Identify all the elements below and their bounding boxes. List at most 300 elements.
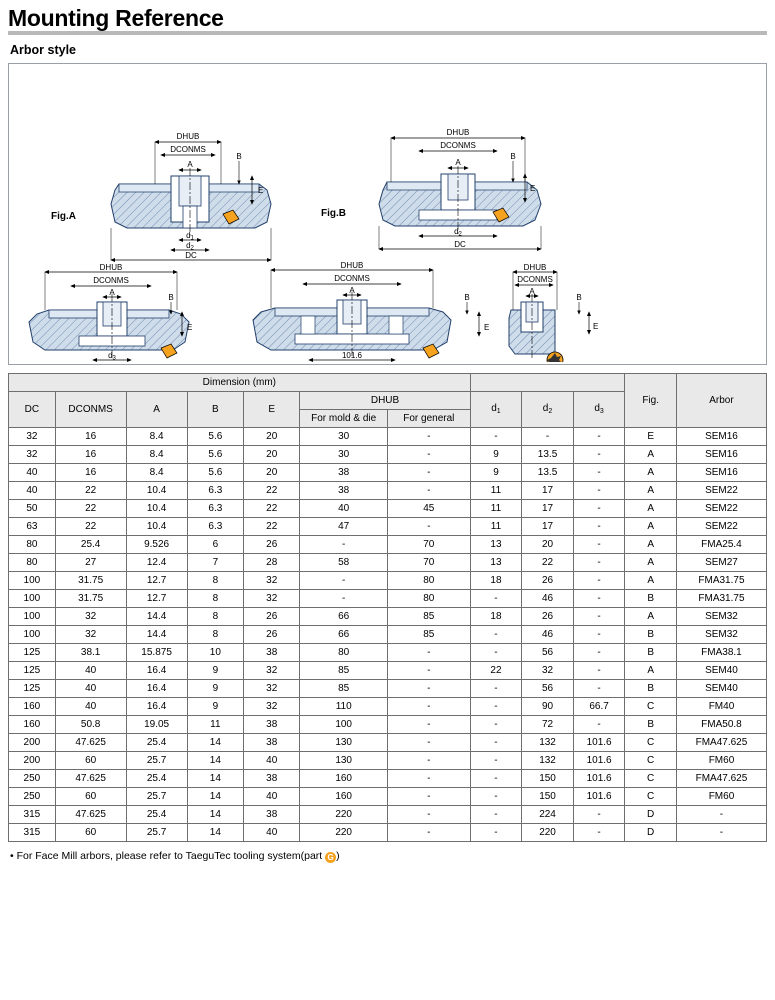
cell-arbor: SEM40 xyxy=(676,680,766,698)
cell-arbor: - xyxy=(676,806,766,824)
svg-text:DCONMS: DCONMS xyxy=(517,275,553,285)
cell-arbor: FMA50.8 xyxy=(676,716,766,734)
cell-b: 10 xyxy=(187,644,243,662)
cell-d1: 11 xyxy=(470,482,522,500)
cell-dhub-mold: 80 xyxy=(300,644,388,662)
header-arbor: Arbor xyxy=(676,374,766,428)
cell-a: 8.4 xyxy=(126,446,187,464)
cell-arbor: SEM22 xyxy=(676,500,766,518)
svg-text:d1: d1 xyxy=(186,231,194,242)
header-dconms: DCONMS xyxy=(55,392,126,428)
cell-a: 12.4 xyxy=(126,554,187,572)
cell-a: 10.4 xyxy=(126,518,187,536)
cell-d3: - xyxy=(573,428,625,446)
svg-text:A: A xyxy=(349,286,355,296)
cell-d3: 66.7 xyxy=(573,698,625,716)
header-a: A xyxy=(126,392,187,428)
table-row xyxy=(9,644,767,662)
cell-d1: - xyxy=(470,770,522,788)
cell-dconms: 60 xyxy=(55,788,126,806)
cell-dconms: 16 xyxy=(55,464,126,482)
cell-arbor: SEM22 xyxy=(676,482,766,500)
cell-dconms: 38.1 xyxy=(55,644,126,662)
cell-dconms: 22 xyxy=(55,500,126,518)
cell-d1: - xyxy=(470,680,522,698)
cell-e: 22 xyxy=(244,500,300,518)
cell-d2: 224 xyxy=(522,806,574,824)
figure-b xyxy=(321,128,541,249)
cell-d1: - xyxy=(470,824,522,842)
cell-dconms: 16 xyxy=(55,446,126,464)
cell-dc: 100 xyxy=(9,608,56,626)
figure-b-label: Fig.B xyxy=(321,208,346,220)
table-body xyxy=(9,428,767,842)
cell-dconms: 40 xyxy=(55,662,126,680)
svg-text:A: A xyxy=(529,287,535,297)
cell-b: 5.6 xyxy=(187,446,243,464)
cell-arbor: SEM16 xyxy=(676,446,766,464)
cell-e: 38 xyxy=(244,806,300,824)
cell-dhub-general: - xyxy=(387,752,470,770)
cell-d2: 132 xyxy=(522,734,574,752)
cell-arbor: SEM16 xyxy=(676,428,766,446)
figure-d xyxy=(221,261,489,362)
cell-dhub-mold: 38 xyxy=(300,464,388,482)
cell-b: 9 xyxy=(187,698,243,716)
svg-text:DC: DC xyxy=(185,251,197,261)
cell-fig: A xyxy=(625,536,677,554)
cell-dhub-general: - xyxy=(387,716,470,734)
cell-dhub-mold: - xyxy=(300,572,388,590)
cell-e: 40 xyxy=(244,752,300,770)
svg-text:DCONMS: DCONMS xyxy=(170,145,206,155)
cell-d3: - xyxy=(573,662,625,680)
cell-fig: A xyxy=(625,500,677,518)
cell-e: 26 xyxy=(244,608,300,626)
cell-dhub-general: - xyxy=(387,698,470,716)
cell-fig: A xyxy=(625,554,677,572)
svg-text:DCONMS: DCONMS xyxy=(334,274,370,284)
table-row xyxy=(9,698,767,716)
table-row xyxy=(9,446,767,464)
cell-dconms: 40 xyxy=(55,680,126,698)
cell-e: 32 xyxy=(244,572,300,590)
cell-dhub-mold: 30 xyxy=(300,428,388,446)
cell-e: 22 xyxy=(244,482,300,500)
cell-e: 38 xyxy=(244,644,300,662)
cell-e: 32 xyxy=(244,590,300,608)
table-row xyxy=(9,590,767,608)
dimension-table-wrap xyxy=(8,373,767,842)
header-dimension-group: Dimension (mm) xyxy=(9,374,471,392)
header-e: E xyxy=(244,392,300,428)
cell-dhub-general: - xyxy=(387,644,470,662)
cell-e: 32 xyxy=(244,680,300,698)
cell-dc: 200 xyxy=(9,734,56,752)
cell-b: 9 xyxy=(187,662,243,680)
cell-d1: 9 xyxy=(470,464,522,482)
cell-dc: 63 xyxy=(9,518,56,536)
cell-d1: 13 xyxy=(470,554,522,572)
cell-d3: - xyxy=(573,644,625,662)
cell-dconms: 60 xyxy=(55,752,126,770)
cell-dconms: 22 xyxy=(55,518,126,536)
cell-arbor: FM60 xyxy=(676,752,766,770)
cell-d1: - xyxy=(470,806,522,824)
cell-fig: A xyxy=(625,482,677,500)
page-title: Mounting Reference xyxy=(8,5,224,31)
cell-e: 20 xyxy=(244,446,300,464)
cell-dconms: 40 xyxy=(55,698,126,716)
cell-dconms: 25.4 xyxy=(55,536,126,554)
cell-d2: 220 xyxy=(522,824,574,842)
cell-a: 14.4 xyxy=(126,626,187,644)
cell-b: 14 xyxy=(187,824,243,842)
svg-text:DHUB: DHUB xyxy=(523,263,547,273)
table-row xyxy=(9,500,767,518)
cell-b: 5.6 xyxy=(187,428,243,446)
cell-dhub-general: - xyxy=(387,824,470,842)
cell-dhub-mold: 130 xyxy=(300,734,388,752)
cell-arbor: FM40 xyxy=(676,698,766,716)
cell-dhub-mold: 130 xyxy=(300,752,388,770)
cell-dhub-mold: - xyxy=(300,590,388,608)
cell-dhub-general: - xyxy=(387,662,470,680)
cell-d3: - xyxy=(573,626,625,644)
svg-text:B: B xyxy=(168,293,174,303)
cell-a: 14.4 xyxy=(126,608,187,626)
cell-fig: C xyxy=(625,788,677,806)
cell-dc: 315 xyxy=(9,806,56,824)
cell-dc: 50 xyxy=(9,500,56,518)
cell-d1: 18 xyxy=(470,608,522,626)
cell-e: 20 xyxy=(244,464,300,482)
cell-dc: 80 xyxy=(9,536,56,554)
cell-dc: 100 xyxy=(9,572,56,590)
cell-dconms: 50.8 xyxy=(55,716,126,734)
cell-d3: - xyxy=(573,482,625,500)
cell-fig: C xyxy=(625,734,677,752)
cell-a: 25.4 xyxy=(126,734,187,752)
cell-fig: B xyxy=(625,644,677,662)
cell-b: 14 xyxy=(187,752,243,770)
cell-fig: B xyxy=(625,716,677,734)
cell-dconms: 31.75 xyxy=(55,572,126,590)
cell-fig: A xyxy=(625,464,677,482)
figure-panel xyxy=(8,63,767,365)
cell-arbor: FM60 xyxy=(676,788,766,806)
cell-dhub-mold: 47 xyxy=(300,518,388,536)
cell-d2: 32 xyxy=(522,662,574,680)
cell-dhub-mold: 220 xyxy=(300,806,388,824)
svg-text:E: E xyxy=(530,184,536,194)
table-row xyxy=(9,788,767,806)
cell-d2: 22 xyxy=(522,554,574,572)
cell-e: 38 xyxy=(244,770,300,788)
cell-fig: B xyxy=(625,626,677,644)
header-fig: Fig. xyxy=(625,374,677,428)
cell-dhub-general: 85 xyxy=(387,608,470,626)
cell-b: 7 xyxy=(187,554,243,572)
svg-text:DCONMS: DCONMS xyxy=(93,276,129,286)
arbor-style-diagrams xyxy=(9,64,766,362)
cell-dhub-general: 70 xyxy=(387,536,470,554)
cell-dhub-general: - xyxy=(387,806,470,824)
cell-d1: 13 xyxy=(470,536,522,554)
table-row xyxy=(9,428,767,446)
cell-b: 14 xyxy=(187,788,243,806)
cell-d3: - xyxy=(573,716,625,734)
cell-d3: - xyxy=(573,518,625,536)
cell-dc: 100 xyxy=(9,626,56,644)
svg-text:DHUB: DHUB xyxy=(446,128,470,138)
table-row xyxy=(9,536,767,554)
cell-dhub-mold: 38 xyxy=(300,482,388,500)
cell-d3: 101.6 xyxy=(573,734,625,752)
svg-text:B: B xyxy=(510,152,516,162)
cell-fig: C xyxy=(625,752,677,770)
svg-text:DCONMS: DCONMS xyxy=(440,141,476,151)
cell-fig: D xyxy=(625,824,677,842)
cell-a: 15.875 xyxy=(126,644,187,662)
cell-dc: 315 xyxy=(9,824,56,842)
cell-dhub-general: - xyxy=(387,734,470,752)
cell-a: 8.4 xyxy=(126,428,187,446)
cell-d3: - xyxy=(573,536,625,554)
cell-d2: - xyxy=(522,428,574,446)
cell-e: 32 xyxy=(244,698,300,716)
cell-fig: B xyxy=(625,590,677,608)
cell-a: 10.4 xyxy=(126,500,187,518)
cell-d1: - xyxy=(470,626,522,644)
table-row xyxy=(9,482,767,500)
cell-d1: - xyxy=(470,734,522,752)
svg-text:B: B xyxy=(464,293,470,303)
title-divider xyxy=(8,31,767,35)
cell-e: 28 xyxy=(244,554,300,572)
cell-d2: 56 xyxy=(522,644,574,662)
svg-text:A: A xyxy=(455,158,461,168)
cell-d3: 101.6 xyxy=(573,770,625,788)
cell-e: 40 xyxy=(244,824,300,842)
cell-d2: 150 xyxy=(522,788,574,806)
cell-e: 38 xyxy=(244,734,300,752)
header-d1: $d_1$ xyxy=(470,392,522,428)
cell-b: 6.3 xyxy=(187,500,243,518)
cell-fig: A xyxy=(625,662,677,680)
cell-d3: - xyxy=(573,824,625,842)
header-b: B xyxy=(187,392,243,428)
svg-text:DHUB: DHUB xyxy=(340,261,364,271)
cell-b: 6.3 xyxy=(187,482,243,500)
cell-fig: B xyxy=(625,680,677,698)
cell-d2: 17 xyxy=(522,500,574,518)
svg-text:E: E xyxy=(187,323,193,333)
cell-dconms: 31.75 xyxy=(55,590,126,608)
cell-dhub-mold: 30 xyxy=(300,446,388,464)
header-spacer-d xyxy=(470,374,625,392)
cell-dc: 250 xyxy=(9,788,56,806)
cell-arbor: FMA47.625 xyxy=(676,734,766,752)
cell-fig: A xyxy=(625,572,677,590)
cell-a: 25.7 xyxy=(126,824,187,842)
table-row xyxy=(9,806,767,824)
cell-arbor: FMA25.4 xyxy=(676,536,766,554)
cell-a: 25.4 xyxy=(126,770,187,788)
cell-dconms: 47.625 xyxy=(55,770,126,788)
cell-b: 14 xyxy=(187,734,243,752)
cell-fig: A xyxy=(625,608,677,626)
cell-d2: 20 xyxy=(522,536,574,554)
svg-text:E: E xyxy=(258,186,264,196)
cell-a: 9.526 xyxy=(126,536,187,554)
section-subtitle: Arbor style xyxy=(10,43,76,58)
svg-text:B: B xyxy=(236,152,242,162)
cell-a: 25.7 xyxy=(126,788,187,806)
cell-dconms: 22 xyxy=(55,482,126,500)
cell-arbor: FMA38.1 xyxy=(676,644,766,662)
cell-b: 5.6 xyxy=(187,464,243,482)
svg-text:101.6: 101.6 xyxy=(341,351,363,361)
cell-d2: 13.5 xyxy=(522,464,574,482)
cell-dhub-mold: - xyxy=(300,536,388,554)
cell-dhub-general: - xyxy=(387,446,470,464)
cell-a: 8.4 xyxy=(126,464,187,482)
cell-dhub-mold: 66 xyxy=(300,608,388,626)
cell-a: 16.4 xyxy=(126,698,187,716)
cell-dhub-mold: 220 xyxy=(300,824,388,842)
cell-a: 25.7 xyxy=(126,752,187,770)
cell-d3: - xyxy=(573,554,625,572)
cell-arbor: SEM16 xyxy=(676,464,766,482)
cell-dc: 80 xyxy=(9,554,56,572)
cell-dhub-mold: 110 xyxy=(300,698,388,716)
cell-b: 8 xyxy=(187,590,243,608)
cell-fig: C xyxy=(625,770,677,788)
table-row xyxy=(9,518,767,536)
svg-text:A: A xyxy=(109,288,115,298)
cell-d2: 17 xyxy=(522,482,574,500)
cell-e: 40 xyxy=(244,788,300,806)
svg-text:d2: d2 xyxy=(454,227,462,238)
cell-dhub-mold: 160 xyxy=(300,788,388,806)
header-dhub-mold: For mold & die xyxy=(300,410,388,428)
header-dc: DC xyxy=(9,392,56,428)
cell-fig: D xyxy=(625,806,677,824)
cell-fig: C xyxy=(625,698,677,716)
cell-arbor: - xyxy=(676,824,766,842)
cell-d3: - xyxy=(573,806,625,824)
cell-dhub-general: - xyxy=(387,770,470,788)
cell-b: 14 xyxy=(187,806,243,824)
cell-e: 32 xyxy=(244,662,300,680)
cell-d2: 90 xyxy=(522,698,574,716)
cell-d3: - xyxy=(573,572,625,590)
cell-dhub-mold: 85 xyxy=(300,662,388,680)
cell-d2: 26 xyxy=(522,572,574,590)
header-dhub-general: For general xyxy=(387,410,470,428)
cell-d2: 46 xyxy=(522,590,574,608)
title-area xyxy=(0,0,775,57)
cell-arbor: SEM22 xyxy=(676,518,766,536)
cell-arbor: SEM32 xyxy=(676,608,766,626)
cell-dc: 125 xyxy=(9,644,56,662)
cell-fig: E xyxy=(625,428,677,446)
cell-d2: 150 xyxy=(522,770,574,788)
cell-dhub-mold: 58 xyxy=(300,554,388,572)
cell-d1: 18 xyxy=(470,572,522,590)
cell-a: 25.4 xyxy=(126,806,187,824)
part-g-badge: G xyxy=(325,852,336,863)
cell-dc: 160 xyxy=(9,716,56,734)
table-row xyxy=(9,608,767,626)
cell-dconms: 47.625 xyxy=(55,806,126,824)
cell-d1: 11 xyxy=(470,518,522,536)
footnote-text-after: ) xyxy=(336,850,340,863)
cell-d1: - xyxy=(470,752,522,770)
header-d3: $d_3$ xyxy=(573,392,625,428)
svg-text:d2: d2 xyxy=(186,241,194,252)
cell-d1: - xyxy=(470,788,522,806)
cell-dc: 125 xyxy=(9,680,56,698)
cell-dhub-general: - xyxy=(387,680,470,698)
cell-dhub-mold: 40 xyxy=(300,500,388,518)
cell-dc: 100 xyxy=(9,590,56,608)
cell-b: 8 xyxy=(187,608,243,626)
cell-d2: 72 xyxy=(522,716,574,734)
cell-b: 11 xyxy=(187,716,243,734)
cell-dc: 125 xyxy=(9,662,56,680)
cell-e: 22 xyxy=(244,518,300,536)
cell-b: 8 xyxy=(187,626,243,644)
cell-arbor: SEM32 xyxy=(676,626,766,644)
cell-a: 19.05 xyxy=(126,716,187,734)
cell-dc: 40 xyxy=(9,464,56,482)
cell-dhub-general: 80 xyxy=(387,572,470,590)
cell-d3: - xyxy=(573,464,625,482)
cell-d1: - xyxy=(470,644,522,662)
cell-dc: 160 xyxy=(9,698,56,716)
cell-dhub-general: - xyxy=(387,464,470,482)
cell-d1: 9 xyxy=(470,446,522,464)
svg-text:E: E xyxy=(593,322,599,332)
cell-dc: 32 xyxy=(9,428,56,446)
cell-d3: - xyxy=(573,500,625,518)
table-row xyxy=(9,824,767,842)
cell-dconms: 47.625 xyxy=(55,734,126,752)
cell-fig: A xyxy=(625,446,677,464)
cell-dhub-general: - xyxy=(387,518,470,536)
cell-d1: - xyxy=(470,716,522,734)
cell-a: 16.4 xyxy=(126,662,187,680)
cell-d2: 13.5 xyxy=(522,446,574,464)
cell-d3: 101.6 xyxy=(573,788,625,806)
cell-arbor: FMA31.75 xyxy=(676,572,766,590)
cell-arbor: FMA31.75 xyxy=(676,590,766,608)
svg-text:d3: d3 xyxy=(108,351,116,362)
cell-e: 26 xyxy=(244,536,300,554)
cell-dhub-mold: 100 xyxy=(300,716,388,734)
cell-d2: 17 xyxy=(522,518,574,536)
cell-d1: 22 xyxy=(470,662,522,680)
svg-text:DC: DC xyxy=(454,240,466,250)
cell-dconms: 16 xyxy=(55,428,126,446)
cell-dconms: 32 xyxy=(55,608,126,626)
cell-d2: 26 xyxy=(522,608,574,626)
svg-text:DHUB: DHUB xyxy=(176,132,200,142)
cell-b: 14 xyxy=(187,770,243,788)
cell-e: 20 xyxy=(244,428,300,446)
